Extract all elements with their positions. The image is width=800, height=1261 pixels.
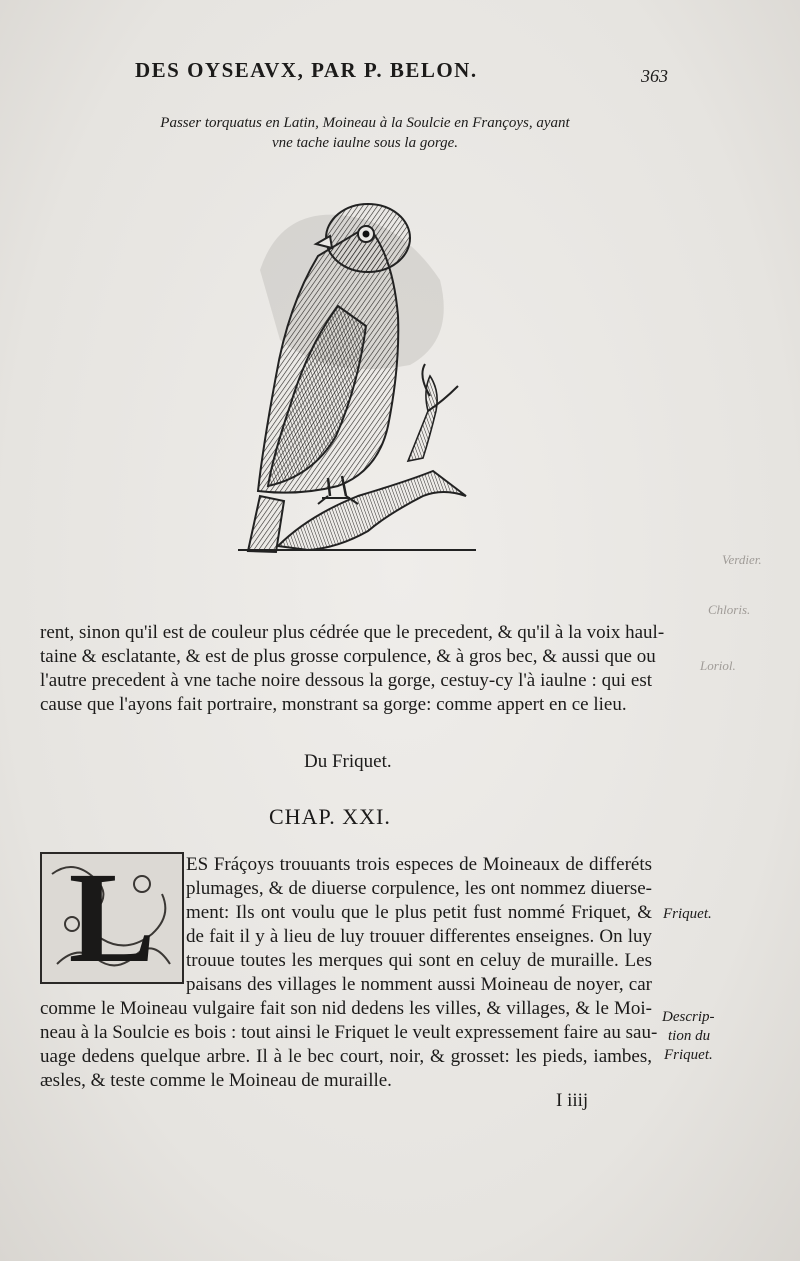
text-line: neau à la Soulcie es bois : tout ainsi le Friquet le veult expressement faire au sau- [40, 1022, 658, 1043]
text-line: comme le Moineau vulgaire fait son nid dedens les villes, & villages, & le Moi- [40, 998, 652, 1019]
margin-note-description: tion du [668, 1028, 711, 1044]
text-line: de fait il y à lieu de luy trouuer differentes enseignes. On luy [186, 926, 652, 947]
text-line: plumages, & de diuerse corpulence, les ont nommez diuerse- [186, 878, 652, 899]
text-line: paisans des villages le nomment aussi Moineau de noyer, car [186, 974, 652, 995]
text-line: taine & esclatante, & est de plus grosse corpulence, & à gros bec, & aussi que ou [40, 646, 656, 667]
text-line: uage dedens quelque arbre. Il à le bec court, noir, & grosset: les pieds, iambes, [40, 1046, 652, 1067]
margin-note-description: Friquet. [664, 1047, 713, 1063]
text-line: æsles, & teste comme le Moineau de muraille. [40, 1070, 392, 1091]
section-title: Du Friquet. [304, 751, 392, 772]
decorated-initial [40, 846, 184, 990]
page-number: 363 [641, 66, 668, 86]
text-line: trouue toutes les merques qui sont en celuy de muraille. Les [186, 950, 652, 971]
illustration-caption-line-1: Passer torquatus en Latin, Moineau à la Soulcie en Françoys, ayant [160, 115, 570, 131]
chapter-heading: CHAP. XXI. [269, 804, 391, 829]
margin-note-friquet: Friquet. [663, 906, 712, 922]
text-line: rent, sinon qu'il est de couleur plus cédrée que le precedent, & qu'il à la voix haul- [40, 622, 665, 643]
running-head: DES OYSEAVX, PAR P. BELON. [135, 58, 478, 82]
signature-mark: I iiij [556, 1090, 589, 1111]
bird-woodcut-illustration [218, 196, 488, 556]
margin-note-description: Descrip- [662, 1009, 715, 1025]
initial-letter: L [68, 846, 156, 990]
text-line: ES Fráçoys trouuants trois especes de Moineaux de differéts [186, 854, 652, 875]
text-line: ment: Ils ont voulu que le plus petit fust nommé Friquet, & [186, 902, 652, 923]
text-line: l'autre precedent à vne tache noire dessous la gorge, cestuy-cy l'à iaulne : qui est [40, 670, 652, 691]
show-through-note: Loriol. [700, 658, 736, 673]
show-through-note: Chloris. [708, 602, 751, 617]
text-line: cause que l'ayons fait portraire, monstrant sa gorge: comme appert en ce lieu. [40, 694, 627, 715]
show-through-note: Verdier. [722, 552, 762, 567]
illustration-caption-line-2: vne tache iaulne sous la gorge. [271, 135, 459, 151]
